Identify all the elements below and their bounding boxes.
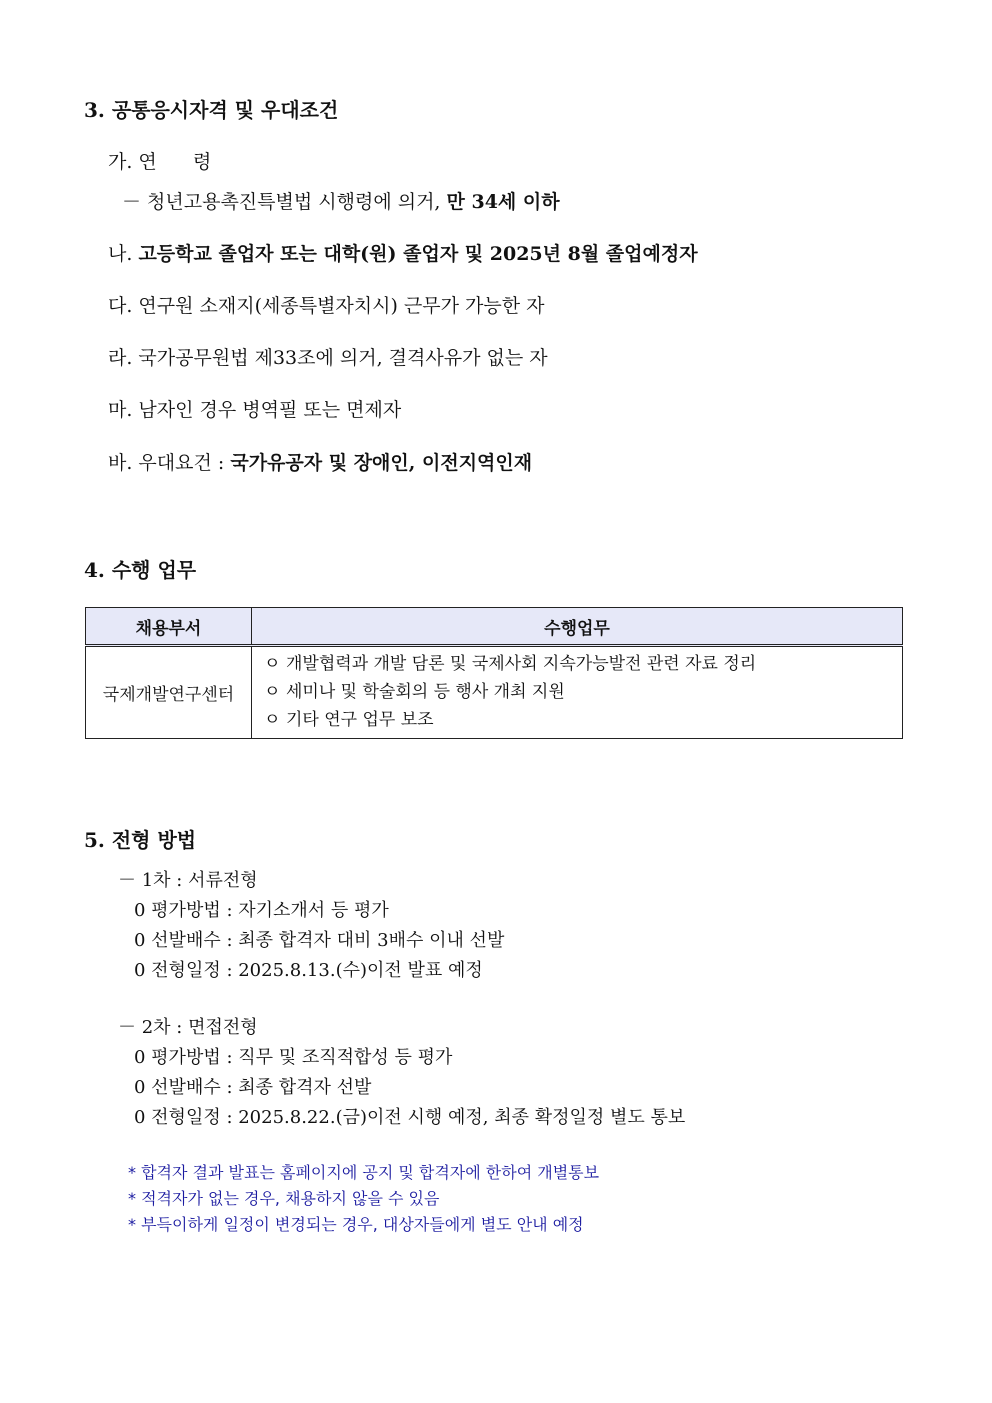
- item-military: 마. 남자인 경우 병역필 또는 면제자: [108, 399, 402, 421]
- task-item: [264, 650, 894, 678]
- note-item: * 부득이하게 일정이 변경되는 경우, 대상자들에게 별도 안내 예정: [128, 1215, 584, 1234]
- stage-1-item: 0 선발배수 : 최종 합격자 대비 3배수 이내 선발: [134, 930, 505, 951]
- stage-2-item: 0 선발배수 : 최종 합격자 선발: [134, 1077, 372, 1098]
- item-age-detail: [122, 187, 560, 214]
- stage-1-item: 0 평가방법 : 자기소개서 등 평가: [134, 900, 389, 921]
- stage-2-label: － 2차 : 면접전형: [118, 1017, 258, 1038]
- task-text: 개발협력과 개발 담론 및 국제사회 지속가능발전 관련 자료 정리: [286, 654, 757, 674]
- note-item: * 합격자 결과 발표는 홈페이지에 공지 및 합격자에 한하여 개별통보: [128, 1163, 600, 1182]
- section-4-title: 4. 수행 업무: [84, 558, 197, 582]
- stage-1-item: 0 전형일정 : 2025.8.13.(수)이전 발표 예정: [134, 960, 483, 981]
- task-item: [264, 678, 894, 706]
- bullet-icon: ㅇ: [264, 654, 281, 674]
- stage-2-item: 0 전형일정 : 2025.8.22.(금)이전 시행 예정, 최종 확정일정 별도 통보: [134, 1107, 686, 1128]
- section-5-title: 5. 전형 방법: [84, 828, 197, 852]
- education-requirement: 고등학교 졸업자 또는 대학(원) 졸업자 및 2025년 8월 졸업예정자: [138, 243, 698, 265]
- item-age-label: 가. 연 령: [108, 151, 212, 173]
- dept-cell: 국제개발연구센터: [86, 646, 252, 739]
- education-prefix: 나.: [108, 243, 139, 265]
- stage-1-label: － 1차 : 서류전형: [118, 870, 258, 891]
- table-row: [86, 646, 903, 739]
- item-education: [108, 239, 698, 266]
- item-location: 다. 연구원 소재지(세종특별자치시) 근무가 가능한 자: [108, 295, 545, 317]
- task-text: 기타 연구 업무 보조: [286, 710, 434, 730]
- note-item: * 적격자가 없는 경우, 채용하지 않을 수 있음: [128, 1189, 440, 1208]
- duty-table-header: [86, 608, 903, 646]
- task-text: 세미나 및 학술회의 등 행사 개최 지원: [286, 682, 565, 702]
- stage-2-item: 0 평가방법 : 직무 및 조직적합성 등 평가: [134, 1047, 453, 1068]
- bullet-icon: ㅇ: [264, 710, 281, 730]
- item-preference: [108, 448, 532, 475]
- preference-prefix: 바. 우대요건 :: [108, 452, 231, 474]
- item-disqualification: 라. 국가공무원법 제33조에 의거, 결격사유가 없는 자: [108, 347, 548, 369]
- header-tasks: 수행업무: [252, 608, 903, 646]
- task-item: [264, 706, 894, 734]
- age-limit: 만 34세 이하: [446, 191, 560, 213]
- tasks-cell: [252, 646, 903, 739]
- age-detail-text: － 청년고용촉진특별법 시행령에 의거,: [122, 191, 447, 213]
- duty-table: [85, 607, 903, 739]
- section-3-title: 3. 공통응시자격 및 우대조건: [84, 98, 339, 122]
- preference-detail: 국가유공자 및 장애인, 이전지역인재: [230, 452, 533, 474]
- bullet-icon: ㅇ: [264, 682, 281, 702]
- header-dept: 채용부서: [86, 608, 252, 646]
